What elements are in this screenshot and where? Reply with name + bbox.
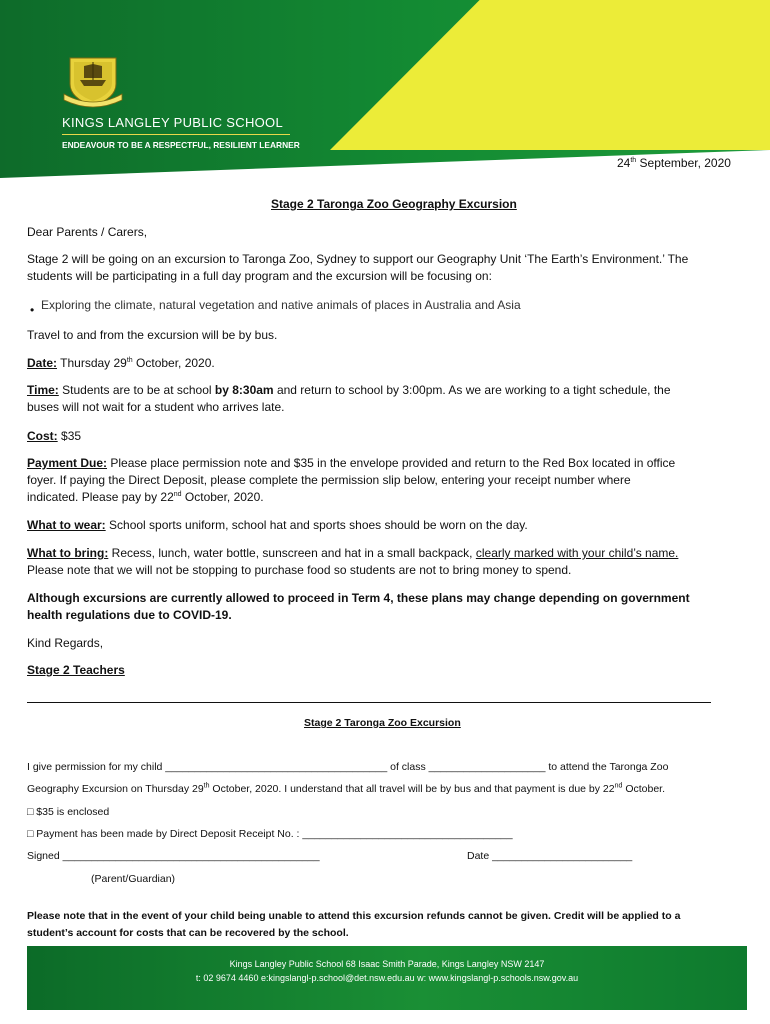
payment-line-2: foyer. If paying the Direct Deposit, please complete the permission slip below, entering your receipt number where: [27, 473, 631, 487]
wear-label: What to wear:: [27, 518, 106, 532]
slip-permission-line-2: Geography Excursion on Thursday 29th October, 2020. I understand that all travel will be by bus and that payment is due by 22nd October.: [27, 782, 666, 795]
payment-line-3: indicated. Please pay by 22nd October, 2020.: [27, 490, 264, 504]
bring-label: What to bring:: [27, 546, 109, 560]
refund-notice-line-2: student’s account for costs that can be recovered by the school.: [27, 927, 349, 939]
option-deposit-checkbox[interactable]: □ Payment has been made by Direct Deposit Receipt No. : ____________________________________: [27, 828, 513, 840]
footer-contact-band: [27, 946, 747, 1010]
travel-note: Travel to and from the excursion will be by bus.: [27, 328, 278, 342]
payment-label: Payment Due:: [27, 456, 108, 470]
slip-permission-line-1: I give permission for my child ______________________________________ of class ____________________ to attend the Taronga Zoo: [27, 761, 669, 773]
bring-row: What to bring: Recess, lunch, water bottle, sunscreen and hat in a small backpack, clearly marked with your child’s name.: [27, 546, 679, 560]
date-field[interactable]: Date ________________________: [467, 850, 633, 862]
sign-off: Kind Regards,: [27, 636, 104, 650]
date-row: Date: Thursday 29th October, 2020.: [27, 356, 215, 370]
letter-title: Stage 2 Taronga Zoo Geography Excursion: [271, 197, 517, 211]
letterhead: [0, 0, 770, 178]
signed-field[interactable]: Signed ____________________________________________: [27, 850, 320, 862]
time-row: Time: Students are to be at school by 8:30am and return to school by 3:00pm. As we are working to a tight schedule, the: [27, 383, 671, 397]
bullet-marker: •: [30, 303, 35, 317]
time-label: Time:: [27, 383, 59, 397]
payment-row: Payment Due: Please place permission note and $35 in the envelope provided and return to the Red Box located in office: [27, 456, 676, 470]
wear-row: What to wear: School sports uniform, school hat and sports shoes should be worn on the day.: [27, 518, 528, 532]
bring-line-2: Please note that we will not be stopping to purchase food so students are not to bring money to spend.: [27, 563, 572, 577]
intro-line-1: Stage 2 will be going on an excursion to Taronga Zoo, Sydney to support our Geography Unit ‘The Earth’s Environment.’ The: [27, 252, 689, 266]
footer-address: Kings Langley Public School 68 Isaac Smith Parade, Kings Langley NSW 2147: [229, 959, 545, 969]
covid-notice-line-2: health regulations due to COVID-19.: [27, 608, 232, 622]
school-name: KINGS LANGLEY PUBLIC SCHOOL: [62, 115, 283, 130]
time-row-line-2: buses will not wait for a student who arrives late.: [27, 400, 285, 414]
covid-notice-line-1: Although excursions are currently allowed to proceed in Term 4, these plans may change depending on government: [27, 591, 690, 605]
letter-date: 24th September, 2020: [617, 156, 731, 170]
school-crest-logo: [62, 54, 124, 108]
bullet-item: Exploring the climate, natural vegetation and native animals of places in Australia and Asia: [41, 298, 521, 312]
parent-guardian-caption: (Parent/Guardian): [91, 873, 176, 885]
school-motto: ENDEAVOUR TO BE A RESPECTFUL, RESILIENT LEARNER: [62, 140, 300, 150]
refund-notice-line-1: Please note that in the event of your child being unable to attend this excursion refunds cannot be given. Credit will be applied to a: [27, 910, 681, 922]
date-label: Date:: [27, 356, 58, 370]
slip-title: Stage 2 Taronga Zoo Excursion: [304, 717, 461, 729]
signature: Stage 2 Teachers: [27, 663, 125, 677]
greeting: Dear Parents / Carers,: [27, 225, 148, 239]
footer-contacts: t: 02 9674 4460 e:kingslangl-p.school@det.nsw.edu.au w: www.kingslangl-p.schools.nsw.gov.au: [195, 973, 579, 983]
tear-off-line: [27, 702, 711, 703]
cost-value: $35: [61, 429, 82, 443]
header-rule: [62, 134, 290, 135]
intro-line-2: students will be participating in a full day program and the excursion will be focusing on:: [27, 269, 492, 283]
cost-label: Cost:: [27, 429, 58, 443]
cost-row: [27, 428, 81, 445]
option-cash-checkbox[interactable]: □ $35 is enclosed: [27, 806, 110, 818]
